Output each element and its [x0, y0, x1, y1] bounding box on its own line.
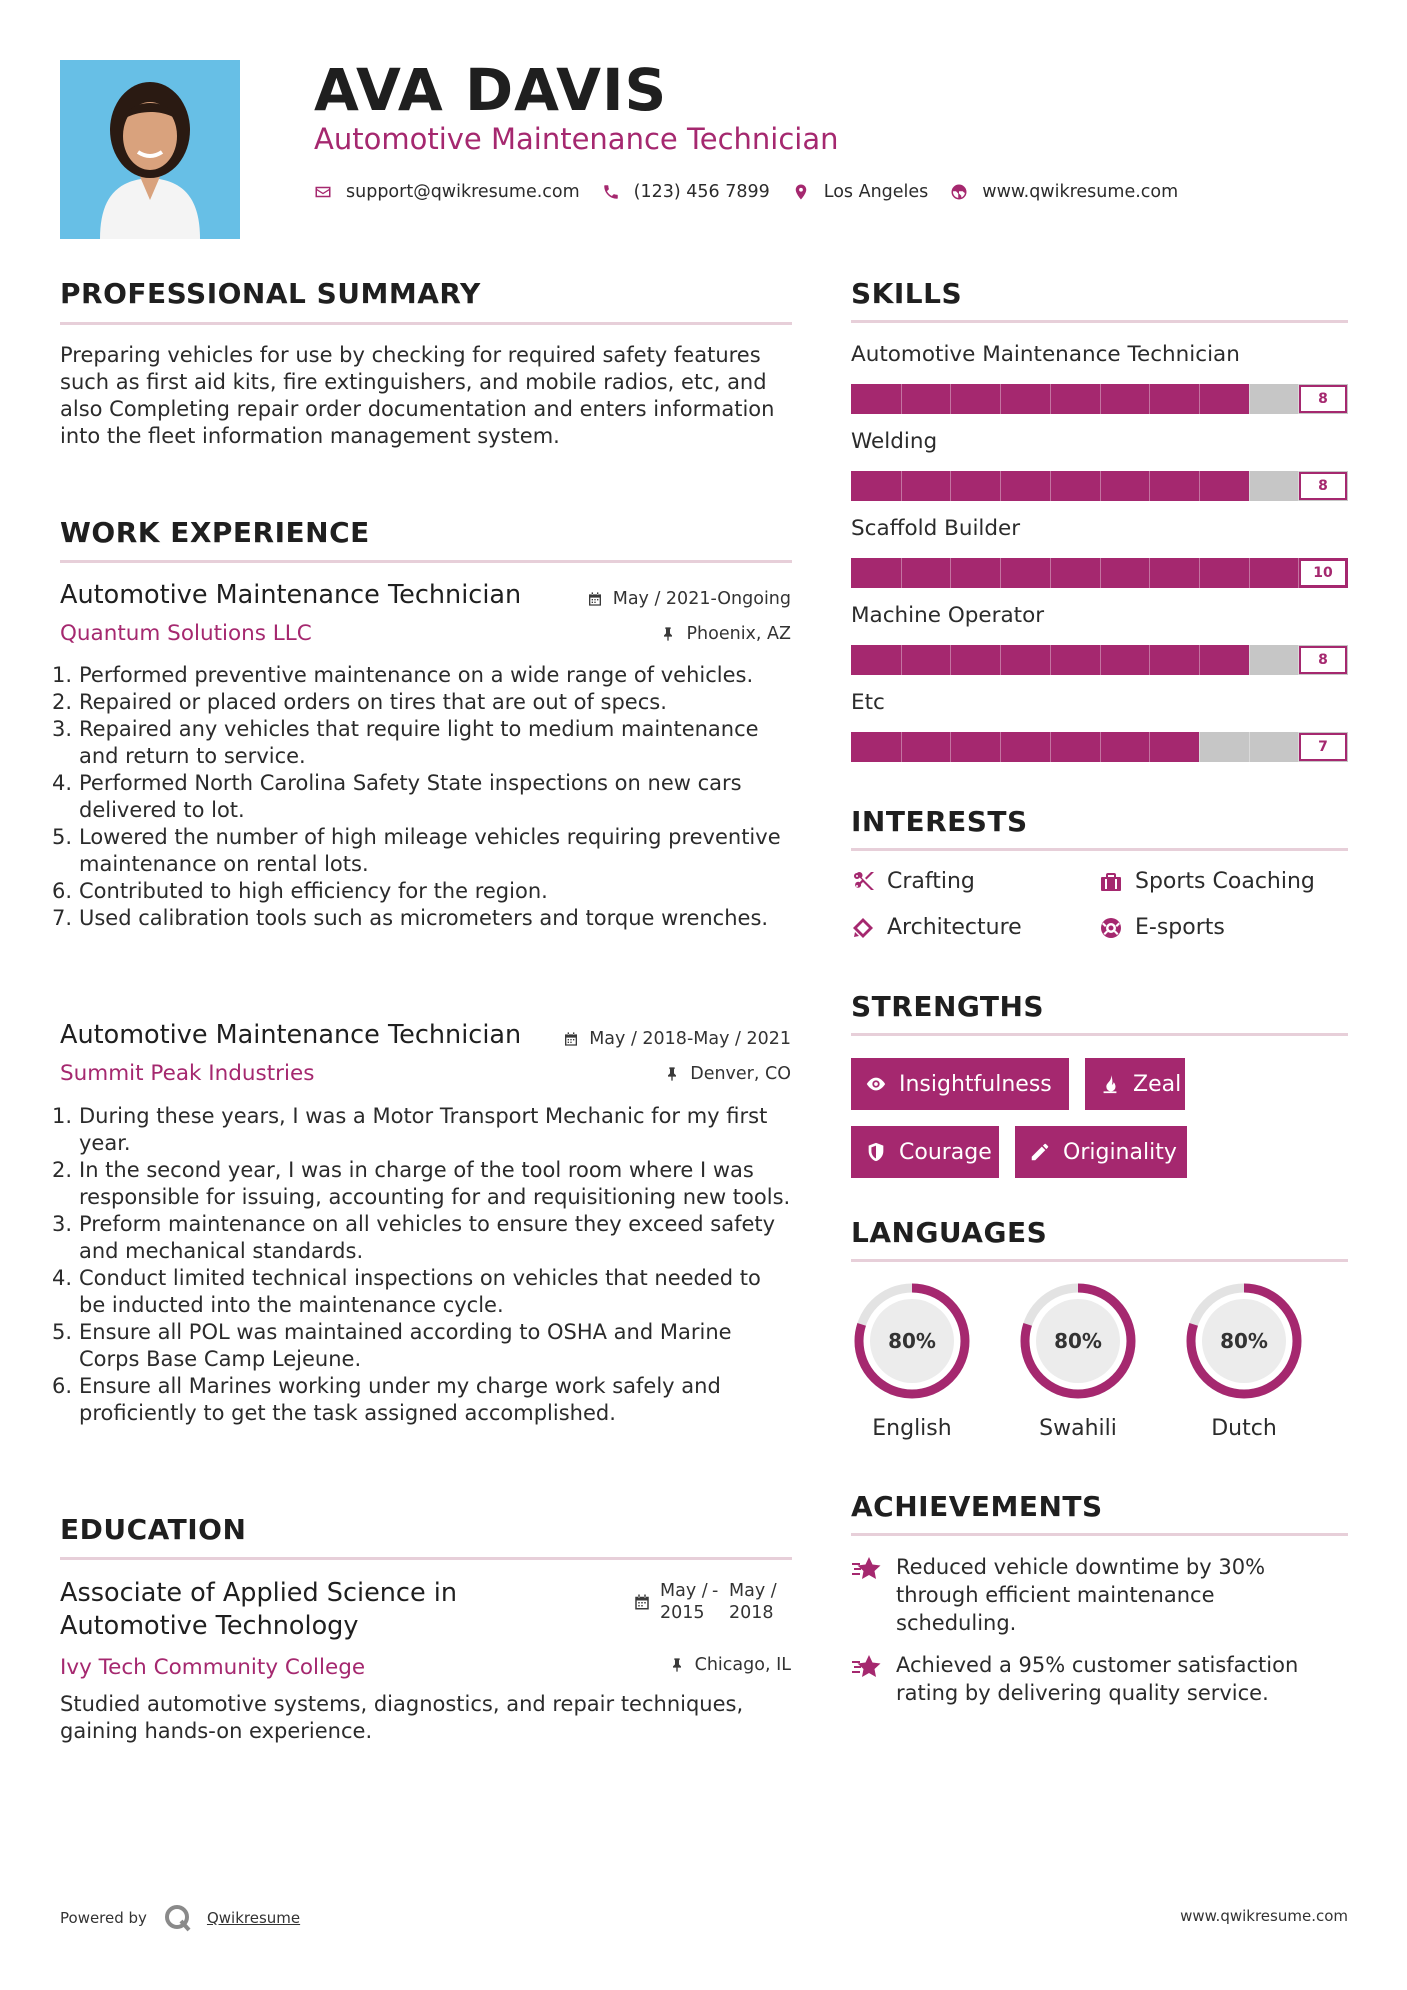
strength-label: Originality: [1063, 1139, 1177, 1165]
job-2-date-text: May / 2018-May / 2021: [589, 1029, 791, 1049]
skill-level-badge: 8: [1299, 646, 1347, 674]
skill-bar-segment: [1100, 471, 1101, 501]
contact-email[interactable]: [314, 182, 580, 202]
interest-label: Architecture: [887, 915, 1022, 940]
contact-bar: [314, 180, 1200, 204]
list-item: Conduct limited technical inspections on vehicles that needed to be inducted into the maintenance cycle.: [79, 1266, 761, 1317]
summary-text: Preparing vehicles for use by checking for required safety features such as first aid kits, fire extinguishers, and mobile radios, etc, and also Completing repair order documentation and enters information into the fleet information management system.: [60, 343, 775, 448]
school-name: Ivy Tech Community College: [60, 1655, 366, 1680]
interest-crafting: [851, 869, 975, 894]
achievement-text: Achieved a 95% customer satisfaction rating by delivering quality service.: [896, 1653, 1299, 1705]
job-1-location-text: Phoenix, AZ: [686, 624, 791, 644]
language-ring-chart: [1183, 1280, 1305, 1402]
education-start-year: 2015: [660, 1603, 705, 1623]
strength-tag: [1085, 1058, 1185, 1110]
skill-bar: [851, 732, 1348, 762]
achievement-item: [851, 1651, 1348, 1713]
pushpin-icon: [669, 1657, 685, 1673]
skill-bar-segment: [1050, 558, 1051, 588]
pushpin-icon: [664, 1066, 680, 1082]
summary-divider: [60, 322, 792, 325]
interests-divider: [851, 848, 1348, 851]
list-item: Repaired any vehicles that require light to medium maintenance and return to service.: [79, 717, 759, 768]
skill-label: Welding: [851, 429, 938, 454]
candidate-title: Automotive Maintenance Technician: [314, 122, 839, 156]
languages-divider: [851, 1259, 1348, 1262]
skill-bar-segment: [1100, 645, 1101, 675]
skill-bar-segment: [1050, 384, 1051, 414]
skill-bar-segment: [1000, 471, 1001, 501]
life-ring-icon: [1099, 916, 1123, 940]
contact-location: [792, 182, 929, 202]
skill-bar-segment: [1149, 384, 1150, 414]
ring-percent: 80%: [1054, 1329, 1102, 1353]
interest-e-sports: [1099, 915, 1225, 940]
skill-bar-segment: [950, 645, 951, 675]
pushpin-icon: [660, 626, 676, 642]
skill-bar-segment: [1249, 558, 1250, 588]
scissors-icon: [851, 870, 875, 894]
contact-website-text: www.qwikresume.com: [982, 182, 1179, 202]
contact-phone[interactable]: [602, 182, 770, 202]
contact-email-text: support@qwikresume.com: [346, 182, 580, 202]
eye-icon: [865, 1073, 887, 1095]
skill-bar-segment: [1050, 732, 1051, 762]
ring-percent: 80%: [1220, 1329, 1268, 1353]
job-2-location: [664, 1064, 791, 1084]
skill-bar-segment: [901, 645, 902, 675]
skills-heading: SKILLS: [851, 277, 963, 310]
shield-icon: [865, 1141, 887, 1163]
education-location-text: Chicago, IL: [694, 1655, 791, 1675]
skill-bar-segment: [1199, 384, 1200, 414]
degree-line-1: Associate of Applied Science in: [60, 1578, 457, 1608]
education-end-date: [729, 1580, 777, 1624]
contact-location-text: Los Angeles: [823, 182, 929, 202]
list-item: Contributed to high efficiency for the region.: [79, 879, 548, 903]
skill-bar-segment: [1199, 645, 1200, 675]
skill-bar-segment: [950, 732, 951, 762]
skill-bar-segment: [950, 471, 951, 501]
skill-bar: [851, 471, 1348, 501]
skill-bar-segment: [901, 558, 902, 588]
language-ring: [851, 1280, 973, 1402]
person-portrait-icon: [60, 60, 240, 239]
education-description: Studied automotive systems, diagnostics, and repair techniques, gaining hands-on experience.: [60, 1692, 744, 1743]
phone-icon: [602, 183, 620, 201]
star-icon: [851, 1556, 883, 1582]
footer-website[interactable]: www.qwikresume.com: [1180, 1907, 1348, 1925]
achievements-divider: [851, 1533, 1348, 1536]
skill-bar-segment: [1000, 558, 1001, 588]
strengths-divider: [851, 1033, 1348, 1036]
language-ring: [1183, 1280, 1305, 1402]
job-1-company: Quantum Solutions LLC: [60, 621, 312, 646]
job-1-date-text: May / 2021-Ongoing: [612, 589, 791, 609]
language-name: English: [872, 1416, 952, 1441]
calendar-icon: [587, 591, 603, 607]
skill-label: Machine Operator: [851, 603, 1045, 628]
profile-photo: [60, 60, 240, 239]
contact-website[interactable]: [950, 182, 1178, 202]
job-1-location: [660, 624, 791, 644]
education-end-year: 2018: [729, 1603, 774, 1623]
skill-level-badge: 8: [1299, 472, 1347, 500]
list-item: During these years, I was a Motor Transport Mechanic for my first year.: [79, 1104, 768, 1155]
job-2-date: [563, 1029, 791, 1049]
achievement-item: [851, 1553, 1348, 1643]
skill-bar-segment: [1000, 732, 1001, 762]
summary-heading: PROFESSIONAL SUMMARY: [60, 277, 481, 310]
skill-bar-segment: [1199, 471, 1200, 501]
job-2-company: Summit Peak Industries: [60, 1061, 315, 1086]
skill-bar-segment: [1100, 732, 1101, 762]
envelope-icon: [314, 183, 332, 201]
skill-bar-segment: [1100, 558, 1101, 588]
interest-sports-coaching: [1099, 869, 1315, 894]
skill-bar: [851, 558, 1348, 588]
skill-bar-segment: [950, 384, 951, 414]
briefcase-icon: [1099, 870, 1123, 894]
education-date-separator: -: [712, 1581, 719, 1601]
experience-divider: [60, 560, 792, 563]
language-name: Swahili: [1039, 1416, 1117, 1441]
skill-bar-segment: [901, 384, 902, 414]
qwikresume-logo-icon: [163, 1903, 193, 1933]
skill-label: Etc: [851, 690, 885, 715]
skills-divider: [851, 320, 1348, 323]
strength-label: Insightfulness: [899, 1071, 1052, 1097]
list-item: Repaired or placed orders on tires that are out of specs.: [79, 690, 667, 714]
star-icon: [851, 1654, 883, 1680]
skill-bar-segment: [901, 471, 902, 501]
calendar-icon: [633, 1593, 651, 1611]
fire-icon: [1099, 1073, 1121, 1095]
strength-label: Zeal: [1133, 1071, 1182, 1097]
skill-level-badge: 10: [1299, 559, 1347, 587]
skill-bar-segment: [1000, 384, 1001, 414]
skill-bar-segment: [950, 558, 951, 588]
education-end-month: May /: [729, 1581, 777, 1601]
globe-icon: [950, 183, 968, 201]
calendar-icon: [563, 1031, 579, 1047]
skill-bar-segment: [1149, 732, 1150, 762]
language-ring-chart: [851, 1280, 973, 1402]
education-divider: [60, 1557, 792, 1560]
list-item: Used calibration tools such as micrometers and torque wrenches.: [79, 906, 769, 930]
list-item: In the second year, I was in charge of the tool room where I was responsible for issuing, accounting for and requisitioning new tools.: [79, 1158, 791, 1209]
job-1-date: [587, 589, 791, 609]
job-1-duties: [60, 662, 792, 932]
skill-label: Scaffold Builder: [851, 516, 1021, 541]
strength-tag: [851, 1126, 999, 1178]
skill-bar-segment: [1149, 645, 1150, 675]
skill-bar-segment: [901, 732, 902, 762]
skill-bar-segment: [1249, 471, 1250, 501]
brand-link[interactable]: Qwikresume: [206, 1909, 301, 1927]
skill-bar-segment: [1249, 732, 1250, 762]
powered-by: [60, 1903, 300, 1933]
strengths-heading: STRENGTHS: [851, 990, 1045, 1023]
list-item: Preform maintenance on all vehicles to ensure they exceed safety and mechanical standards.: [79, 1212, 776, 1263]
skill-bar-segment: [1199, 732, 1200, 762]
education-heading: EDUCATION: [60, 1513, 247, 1546]
skill-bar-segment: [1199, 558, 1200, 588]
skill-bar-segment: [1249, 384, 1250, 414]
strength-label: Courage: [899, 1139, 992, 1165]
education-location: [669, 1655, 791, 1675]
interest-architecture: [851, 915, 1022, 940]
skill-bar-segment: [1000, 645, 1001, 675]
pencil-icon: [1029, 1141, 1051, 1163]
skill-bar-segment: [1149, 558, 1150, 588]
skill-level-badge: 7: [1299, 733, 1347, 761]
job-1-title: Automotive Maintenance Technician: [60, 580, 522, 610]
list-item: Performed preventive maintenance on a wide range of vehicles.: [79, 663, 754, 687]
job-2-location-text: Denver, CO: [690, 1064, 791, 1084]
language-ring-chart: [1017, 1280, 1139, 1402]
achievements-heading: ACHIEVEMENTS: [851, 1490, 1103, 1523]
language-ring: [1017, 1280, 1139, 1402]
interest-label: E-sports: [1135, 915, 1225, 940]
interests-heading: INTERESTS: [851, 805, 1028, 838]
skill-bar-segment: [1149, 471, 1150, 501]
education-start-month: May /: [660, 1581, 708, 1601]
interest-label: Sports Coaching: [1135, 869, 1315, 894]
skill-bar-segment: [1100, 384, 1101, 414]
skill-bar-segment: [1050, 645, 1051, 675]
list-item: Ensure all POL was maintained according to OSHA and Marine Corps Base Camp Lejeune.: [79, 1320, 732, 1371]
education-start-date: [660, 1580, 708, 1624]
degree-line-2: Automotive Technology: [60, 1611, 359, 1641]
skill-bar-fill: [851, 732, 1199, 762]
skill-bar: [851, 384, 1348, 414]
interest-label: Crafting: [887, 869, 975, 894]
drafting-icon: [851, 916, 875, 940]
strength-tag: [851, 1058, 1069, 1110]
contact-phone-text: (123) 456 7899: [633, 182, 770, 202]
candidate-name: AVA DAVIS: [314, 56, 668, 124]
strength-tag: [1015, 1126, 1187, 1178]
skill-level-badge: 8: [1299, 385, 1347, 413]
skill-bar-segment: [1050, 471, 1051, 501]
language-name: Dutch: [1211, 1416, 1277, 1441]
powered-by-text: Powered by: [60, 1909, 147, 1927]
languages-heading: LANGUAGES: [851, 1216, 1048, 1249]
experience-heading: WORK EXPERIENCE: [60, 516, 370, 549]
ring-percent: 80%: [888, 1329, 936, 1353]
job-2-duties: [60, 1103, 792, 1427]
map-marker-icon: [792, 183, 810, 201]
list-item: Performed North Carolina Safety State inspections on new cars delivered to lot.: [79, 771, 742, 822]
skill-bar: [851, 645, 1348, 675]
list-item: Lowered the number of high mileage vehicles requiring preventive maintenance on rental lots.: [79, 825, 781, 876]
skill-bar-segment: [1249, 645, 1250, 675]
skill-label: Automotive Maintenance Technician: [851, 342, 1240, 367]
list-item: Ensure all Marines working under my charge work safely and proficiently to get the task assigned accomplished.: [79, 1374, 721, 1425]
achievement-text: Reduced vehicle downtime by 30% through efficient maintenance scheduling.: [896, 1555, 1266, 1635]
job-2-title: Automotive Maintenance Technician: [60, 1020, 522, 1050]
